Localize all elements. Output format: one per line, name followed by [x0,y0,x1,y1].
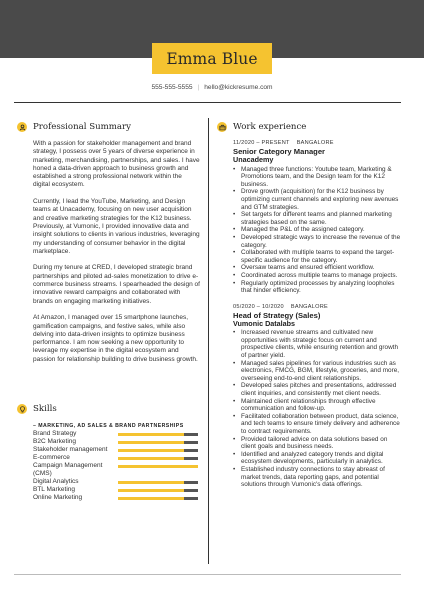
header-divider [14,102,401,103]
skill-row [33,486,198,494]
job-bullet: • Facilitated collaboration between product, data science, and tech teams to ensure timely delivery and adherence to contract requirements. [233,413,403,436]
skill-name: Campaign Management (CMS) [33,462,103,477]
work-body [233,140,403,489]
skills-title: Skills [33,404,57,414]
job-bullet: • Increased revenue streams and cultivated new opportunities with strategic focus on current and prospective clients, while ensuring retention and growth of partner yield. [233,329,403,359]
skill-name: Stakeholder management [33,446,108,453]
skill-level-fill [118,465,198,469]
skill-level-bar [118,465,198,469]
skill-row [33,478,198,486]
job-dates: 05/2020 – 10/2020 [233,303,284,310]
job-meta [233,140,403,146]
contact-separator: | [197,84,200,91]
skill-name: Online Marketing [33,494,83,501]
skill-level-bar [118,457,198,461]
skill-level-fill [118,489,184,493]
skill-row [33,494,198,502]
skill-name: Brand Strategy [33,430,77,437]
job-bullet: • Regularly optimized processes by analyzing loopholes that hinder efficiency. [233,280,403,295]
column-divider [208,118,209,564]
skills-category: – MARKETING, AD SALES & BRAND PARTNERSHIPS [33,423,184,429]
phone-number[interactable]: 555-555-5555 [151,84,193,91]
job-bullet: • Developed sales pitches and presentations, addressed client inquiries, and consistently met client needs. [233,382,403,397]
skill-row [33,462,198,478]
job-bullet: • Provided tailored advice on data solutions based on client goals and business needs. [233,436,403,451]
skill-row [33,430,198,438]
job-entry [233,140,403,295]
skill-row [33,454,198,462]
job-bullet: • Established industry connections to stay abreast of market trends, data reporting gaps, and potential solutions through Vumonic's data offerings. [233,466,403,489]
contact-line [0,84,424,91]
user-icon [17,122,27,132]
job-location: BANGALORE [290,303,328,310]
summary-body [33,140,200,364]
job-dates: 11/2020 – PRESENT [233,140,290,146]
skill-name: B2C Marketing [33,438,76,445]
lightbulb-icon [17,404,27,414]
job-company: Unacademy [233,155,274,164]
skill-level-bar [118,449,198,453]
summary-paragraph: During my tenure at CRED, I developed strategic brand partnerships and piloted ad-sales monetization to drive e-commerce business streams. I spearheaded the design of innovative reward campaigns and collaborated with brands on engaging marketing initiatives. [33,264,200,305]
job-bullet: • Oversaw teams and ensured efficient workflow. [233,264,403,272]
skill-level-fill [118,449,184,453]
job-bullet: • Managed three functions: Youtube team, Marketing & Promotions team, and the Design team for the K12 business. [233,166,403,189]
name-box [152,43,272,74]
job-bullet: • Set targets for different teams and planned marketing strategies based on the same. [233,211,403,226]
job-bullet: • Maintained client relationships through effective communication and follow-up. [233,398,403,413]
job-bullet: • Collaborated with multiple teams to expand the target-specific audience for the category. [233,249,403,264]
skill-level-fill [118,433,184,437]
job-title: Senior Category Manager [233,147,325,156]
job-location: BANGALORE [296,140,334,146]
briefcase-icon [217,122,227,132]
skill-level-fill [118,441,184,445]
work-title: Work experience [233,122,307,132]
summary-paragraph: With a passion for stakeholder management and brand strategy, I possess over 5 years of diverse experience in marketing, merchandising, partnerships, and sales. I have honed a data-driven approach to business growth and established a strong professional network within the digital ecosystem. [33,140,200,189]
skill-level-fill [118,481,184,485]
skill-level-bar [118,489,198,493]
summary-title: Professional Summary [33,122,132,132]
summary-paragraph: At Amazon, I managed over 15 smartphone launches, gamification campaigns, and festive sales, while also delving into data-driven insights to optimize business performance. I am now seeking a new opportunity to leverage my expertise in the digital ecosystem and passion for relationship building to drive business growth. [33,314,198,363]
footer-divider [14,574,401,575]
job-bullet: • Drove growth (acquisition) for the K12 business by optimizing current channels and exploring new avenues and GTM strategies. [233,188,403,211]
skill-name: BTL Marketing [33,486,76,493]
skill-row [33,438,198,446]
skill-name: Digital Analytics [33,478,79,485]
skill-level-bar [118,441,198,445]
job-bullet: • Developed strategic ways to increase the revenue of the category. [233,234,403,249]
skill-level-bar [118,433,198,437]
summary-paragraph: Currently, I lead the YouTube, Marketing, and Design teams at Unacademy, focusing on new user acquisition and creative marketing strategies for the K12 business. Previously, at Vumonic, I provided innovative data and insight solutions to clients in various industries, leveraging my understanding of consumer behavior in the digital marketplace. [33,198,200,255]
job-bullets [233,166,403,295]
summary-header [17,122,131,132]
skill-level-bar [118,481,198,485]
skill-name: E-commerce [33,454,70,461]
candidate-name: Emma Blue [166,49,258,68]
job-bullet: • Managed the P&L of the assigned category. [233,226,403,234]
job-bullets [233,329,403,488]
job-entry [233,304,403,489]
skill-level-bar [118,497,198,501]
work-header [217,122,306,132]
job-meta [233,304,403,310]
job-bullet: • Coordinated across multiple teams to manage projects. [233,272,403,280]
job-bullet: • Managed sales pipelines for various industries such as electronics, FMCG, BGM, lifestyle, groceries, and more, overseeing end-to-end client relationships. [233,360,403,383]
skill-level-fill [118,457,184,461]
skill-list [33,430,198,502]
job-company: Vumonic Datalabs [233,318,296,328]
skills-header [17,404,57,414]
job-title: Head of Strategy (Sales) [233,310,321,320]
job-bullet: • Identified and analyzed category trends and digital ecosystem developments, particularly in analytics. [233,451,403,466]
email-address[interactable]: hello@kickresume.com [204,84,273,91]
skill-level-fill [118,497,184,501]
skill-row [33,446,198,454]
